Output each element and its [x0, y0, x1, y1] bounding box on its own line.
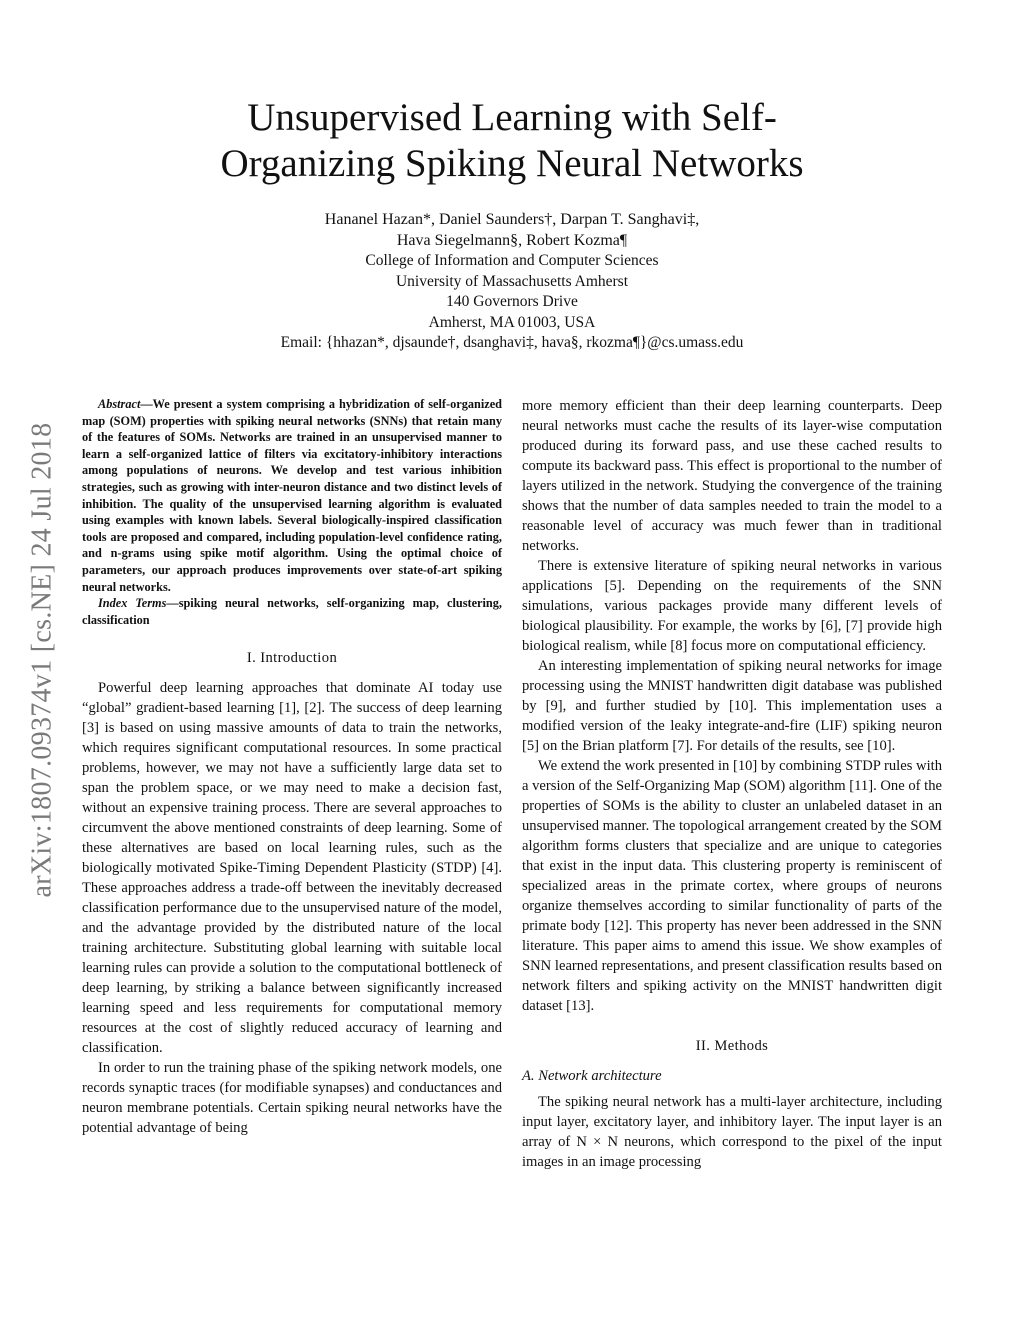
section-introduction-heading: I. Introduction	[246, 650, 338, 667]
affiliation-college: College of Information and Computer Sciences	[365, 252, 659, 269]
left-column	[82, 396, 502, 1138]
intro-paragraph-2: In order to run the training phase of the spiking network models, one records synaptic traces (for modifiable synapses) and conductances and neuron membrane potentials. Certain spiking neural networks have the potential advantage of being	[82, 1060, 502, 1137]
author-names-line-2: Hava Siegelmann§, Robert Kozma¶	[396, 231, 628, 249]
abstract-label: Abstract	[98, 397, 141, 411]
author-emails: Email: {hhazan*, djsaunde†, dsanghavi‡, hava§, rkozma¶}@cs.umass.edu	[280, 334, 744, 351]
affiliation-university: University of Massachusetts Amherst	[395, 272, 629, 290]
right-paragraph-2: There is extensive literature of spiking neural networks in various applications [5]. Depending on the requirements of the SNN simulations, various packages provide many different levels of biological plausibility. For example, the works by [6], [7] provide high biological realism, while [8] focus more on computational efficiency.	[522, 558, 942, 654]
right-paragraph-3: An interesting implementation of spiking neural networks for image processing using the MNIST handwritten digit database was published by [9], and further studied by [10]. This implementation uses a modified version of the leaky integrate-and-fire (LIF) spiking neuron [5] on the Brian platform [7]. For details of the results, see [10].	[522, 658, 942, 754]
index-terms-label: Index Terms	[98, 596, 167, 611]
arxiv-identifier	[14, 360, 70, 960]
methods-paragraph-1: The spiking neural network has a multi-layer architecture, including input layer, excitatory layer, and inhibitory layer. The input layer is an array of N × N neurons, which correspond to the pixel of the input images in an image processing	[522, 1094, 942, 1170]
arxiv-id-text: arXiv:1807.09374v1 [cs.NE] 24 Jul 2018	[26, 422, 57, 898]
section-methods-heading: II. Methods	[695, 1038, 769, 1054]
title-line-2: Organizing Spiking Neural Networks	[220, 142, 804, 185]
index-terms-text: —spiking neural networks, self-organizing map, clustering, classification	[82, 596, 502, 627]
author-block	[160, 210, 864, 354]
author-names-line-1: Hananel Hazan*, Daniel Saunders†, Darpan T. Sanghavi‡,	[324, 211, 700, 228]
abstract	[82, 396, 502, 628]
subsection-network-architecture: A. Network architecture	[522, 1068, 662, 1084]
right-paragraph-1: more memory efficient than their deep learning counterparts. Deep neural networks must cache the results of its layer-wise computation produced during its forward pass, and use these cached results to compute its backward pass. This effect is proportional to the number of layers utilized in the network. Studying the convergence of the training shows that the number of data samples needed to train the model to a reasonable level of accuracy was much fewer than in traditional networks.	[522, 398, 942, 554]
address-city: Amherst, MA 01003, USA	[428, 313, 596, 331]
paper-title	[160, 95, 864, 187]
title-line-1: Unsupervised Learning with Self-	[247, 96, 777, 139]
abstract-text: —We present a system comprising a hybridization of self-organized map (SOM) properties with spiking neural networks (SNNs) that retain many of the features of SOMs. Networks are trained in an unsupervised manner to learn a self-organized lattice of filters via excitatory-inhibitory interactions among populations of neurons. We develop and test various inhibition strategies, such as growing with inter-neuron distance and two distinct levels of inhibition. The quality of the unsupervised learning algorithm is evaluated using examples with known labels. Several biologically-inspired classification tools are proposed and compared, including population-level confidence rating, and n-grams using spike motif algorithm. Using the optimal choice of parameters, our approach produces improvements over state-of-art spiking neural networks.	[82, 397, 502, 594]
right-paragraph-4: We extend the work presented in [10] by combining STDP rules with a version of the Self-Organizing Map (SOM) algorithm [11]. One of the properties of SOMs is the ability to cluster an unlabeled dataset in an unsupervised manner. The topological arrangement created by the SOM algorithm forms clusters that specialize and are unique to categories that exist in the input data. This clustering property is reminiscent of specialized areas in the primate cortex, where groups of neurons organize themselves according to similar functionality of parts of the primate body [12]. This property has never been addressed in the SNN literature. This paper aims to amend this issue. We show examples of SNN learned representations, and present classification results based on network filters and spiking activity on the MNIST handwritten digit dataset [13].	[522, 758, 942, 1014]
intro-paragraph-1: Powerful deep learning approaches that dominate AI today use “global” gradient-based learning [1], [2]. The success of deep learning [3] is based on using massive amounts of data to train the networks, which requires significant computational resources. In some practical problems, however, we may not have a sufficiently large data set to span the problem space, or we may need to make a decision fast, without an expensive training process. There are several approaches to circumvent the above mentioned constraints of deep learning. Some of these alternatives are based on local learning rules, such as the biologically motivated Spike-Timing Dependent Plasticity (STDP) [4]. These approaches address a trade-off between the inevitably decreased classification performance due to the unsupervised nature of the model, and the advantage provided by the distributed nature of the local training architecture. Substituting global learning with suitable local learning rules can provide a solution to the computational bottleneck of deep learning, by striking a balance between significantly increased learning speed and less requirements for computational memory resources at the cost of slightly reduced accuracy of learning and classification.	[82, 680, 502, 1057]
right-column	[522, 396, 942, 1172]
address-street: 140 Governors Drive	[446, 293, 578, 310]
